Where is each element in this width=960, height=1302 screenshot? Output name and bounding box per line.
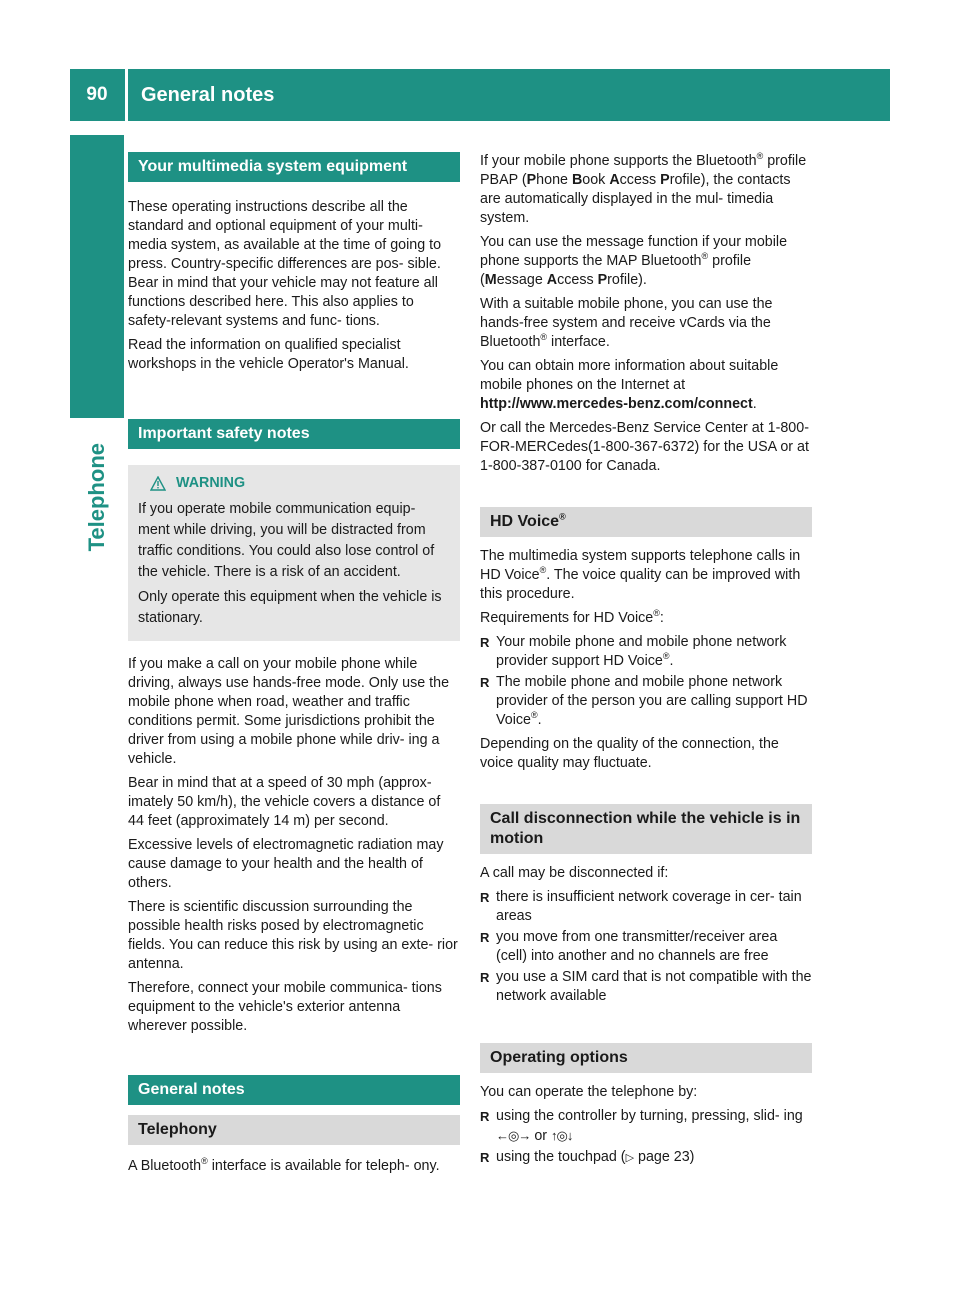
section-heading-safety: Important safety notes [128,419,460,449]
paragraph: The multimedia system supports telephone calls in HD Voice®. The voice quality can be improved with this procedure. [480,548,801,602]
page-reference-arrow-icon: ▷ [625,1152,635,1164]
side-color-block [70,135,124,418]
list-item: R Your mobile phone and mobile phone network provider support HD Voice®. [480,634,787,669]
header-divider [125,69,128,121]
bullet-icon: R [480,675,490,690]
bullet-icon: R [480,890,490,905]
bullet-icon: R [480,1150,490,1165]
paragraph: These operating instructions describe all the standard and optional equipment of your multi- media system, as available at the time of going to press. Country-specific differences are pos- sible. Bear in mind that your vehicle may not feature all functions described here. This also applies to safety-relevant systems and func- tions. [128,199,442,329]
paragraph: Read the information on qualified specialist workshops in the vehicle Operator's Manual. [128,337,409,372]
section-heading-general: General notes [128,1075,460,1105]
paragraph-vcard: With a suitable mobile phone, you can use the hands-free system and receive vCards via the Bluetooth® interface. [480,296,773,350]
paragraph: Bear in mind that at a speed of 30 mph (approx- imately 50 km/h), the vehicle covers a distance of 44 feet (approximately 14 m) per second. [128,775,441,829]
paragraph-call: Or call the Mercedes-Benz Service Center at 1-800-FOR-MERCedes(1-800-367-6372) for the USA or at 1-800-387-0100 for Canada. [480,420,809,474]
list-item: R using the touchpad (▷ page 23) [480,1148,812,1168]
warning-header [138,473,450,494]
disconnect-list [480,888,812,1006]
page-title: General notes [141,83,275,106]
side-tab-label: Telephone [84,443,109,552]
hd-requirements-list [480,633,812,730]
bullet-icon: R [480,930,490,945]
right-column [480,152,812,1173]
bullet-icon: R [480,1109,490,1124]
page-number: 90 [86,84,108,105]
paragraph-info: You can obtain more information about suitable mobile phones on the Internet at http://www.mercedes-benz.com/connect. [480,358,779,412]
list-item: R you move from one transmitter/receiver area (cell) into another and no channels are free [480,929,778,964]
controller-slide-up-down-icon: ↑◎↓ [551,1128,573,1143]
paragraph: There is scientific discussion surrounding the possible health risks posed by electromagnetic fields. You can reduce this risk by using an exte- rior antenna. [128,899,458,972]
operating-options-list [480,1107,812,1168]
paragraph-pbap: If your mobile phone supports the Bluetooth® profile PBAP (Phone Book Access Profile), the contacts are automatically displayed in the mul- timedia system. [480,151,807,226]
warning-text: If you operate mobile communication equip- ment while driving, you will be distracted from traffic conditions. You could also lose control of the vehicle. There is a risk of an accident. [138,501,435,580]
sub-heading-telephony: Telephony [128,1115,460,1145]
warning-label: WARNING [176,475,246,491]
bullet-icon: R [480,635,490,650]
paragraph: Therefore, connect your mobile communica- tions equipment to the vehicle's exterior antenna wherever possible. [128,980,442,1034]
section-heading-hd-voice: HD Voice® [480,507,812,537]
connect-link[interactable]: http://www.mercedes-benz.com/connect [480,396,753,412]
section-heading-disconnect: Call disconnection while the vehicle is in motion [480,804,812,854]
warning-triangle-icon [150,476,166,491]
list-item: R using the controller by turning, pressing, slid- ing ←◎→ or ↑◎↓ [480,1108,803,1144]
list-item: R The mobile phone and mobile phone network provider of the person you are calling support HD Voice®. [480,674,808,728]
list-item: R there is insufficient network coverage in cer- tain areas [480,889,802,924]
list-item: R you use a SIM card that is not compatible with the network available [480,969,812,1004]
paragraph: A call may be disconnected if: [480,865,669,881]
paragraph-map: You can use the message function if your mobile phone supports the MAP Bluetooth® profile (Message Access Profile). [480,234,788,288]
paragraph: You can operate the telephone by: [480,1084,698,1100]
controller-slide-left-right-icon: ←◎→ [496,1128,531,1143]
paragraph: Requirements for HD Voice®: [480,608,664,626]
paragraph: A Bluetooth® interface is available for teleph- ony. [128,1156,440,1174]
bullet-icon: R [480,970,490,985]
paragraph: Excessive levels of electromagnetic radiation may cause damage to your health and the health of others. [128,837,444,891]
warning-box [128,465,460,641]
paragraph: If you make a call on your mobile phone while driving, always use hands-free mode. Only use the mobile phone when road, weather and traffic conditions permit. Some jurisdictions prohibit the driver from using a mobile phone while driv- ing a vehicle. [128,656,450,767]
section-heading-equipment: Your multimedia system equipment [128,152,460,182]
paragraph: Depending on the quality of the connection, the voice quality may fluctuate. [480,736,779,771]
section-heading-operating-options: Operating options [480,1043,812,1073]
left-column [128,152,460,1181]
warning-text: Only operate this equipment when the vehicle is stationary. [138,589,442,626]
